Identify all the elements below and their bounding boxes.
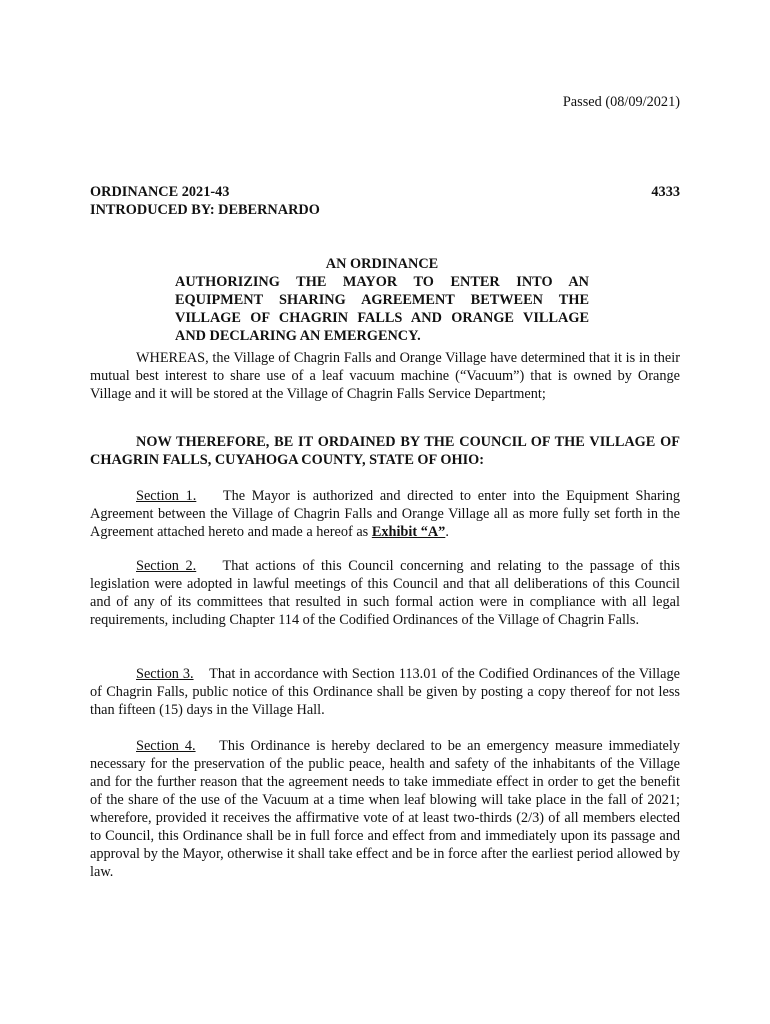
section-label: Section 3. bbox=[136, 666, 194, 682]
section-4 bbox=[90, 737, 680, 881]
passed-date: Passed (08/09/2021) bbox=[562, 94, 680, 110]
section-label: Section 1. bbox=[136, 488, 197, 504]
section-paragraph bbox=[90, 487, 680, 541]
title-line: AUTHORIZING THE MAYOR TO ENTER INTO AN bbox=[175, 274, 589, 290]
ordinance-number-label: ORDINANCE 2021-43 bbox=[90, 184, 230, 200]
section-paragraph bbox=[90, 665, 680, 719]
now-therefore-text: NOW THEREFORE, BE IT ORDAINED BY THE COUNCIL OF THE VILLAGE OF CHAGRIN FALLS, CUYAHOGA COUNTY, STATE OF OHIO: bbox=[90, 434, 680, 468]
section-paragraph bbox=[90, 737, 680, 881]
section-paragraph bbox=[90, 557, 680, 629]
ordinance-title bbox=[175, 255, 589, 345]
exhibit-link: Exhibit “A” bbox=[371, 524, 446, 540]
title-line: AN ORDINANCE bbox=[325, 256, 439, 272]
now-therefore-clause bbox=[90, 433, 680, 469]
section-tail: . bbox=[445, 524, 449, 540]
section-3 bbox=[90, 665, 680, 719]
ordinance-header bbox=[90, 183, 320, 219]
section-label: Section 2. bbox=[136, 558, 197, 574]
section-text: That in accordance with Section 113.01 of the Codified Ordinances of the Village of Chagrin Falls, public notice of this Ordinance shall be given by posting a copy thereof for not less than fifteen (15) days in the Village Hall. bbox=[90, 666, 680, 718]
whereas-text: WHEREAS, the Village of Chagrin Falls and Orange Village have determined that it is in their mutual best interest to share use of a leaf vacuum machine (“Vacuum”) that is owned by Orange Village and it will be stored at the Village of Chagrin Falls Service Department; bbox=[90, 350, 680, 402]
section-1 bbox=[90, 487, 680, 541]
title-line: AND DECLARING AN EMERGENCY. bbox=[175, 328, 421, 344]
introduced-by: INTRODUCED BY: DEBERNARDO bbox=[90, 202, 320, 218]
section-text: That actions of this Council concerning and relating to the passage of this legislation were adopted in lawful meetings of this Council and that all deliberations of this Council and of any of its committees that resulted in such formal action were in compliance with all legal requirements, including Chapter 114 of the Codified Ordinances of the Village of Chagrin Falls. bbox=[90, 558, 680, 628]
whereas-clause bbox=[90, 349, 680, 403]
title-line: VILLAGE OF CHAGRIN FALLS AND ORANGE VILLAGE bbox=[175, 310, 589, 326]
section-label: Section 4. bbox=[136, 738, 196, 754]
title-line: EQUIPMENT SHARING AGREEMENT BETWEEN THE bbox=[175, 292, 589, 308]
section-text: The Mayor is authorized and directed to enter into the Equipment Sharing Agreement between the Village of Chagrin Falls and Orange Village all as more fully set forth in the Agreement attached hereto and made a hereof as bbox=[90, 488, 681, 540]
section-text: This Ordinance is hereby declared to be an emergency measure immediately necessary for the preservation of the public peace, health and safety of the inhabitants of the Village and for the further reason that the agreement needs to take immediate effect in order to get the benefit of the share of the use of the Vacuum at a time when leaf blowing will take place in the fall of 2021; wherefore, provided it receives the affirmative vote of at least two-thirds (2/3) of all members elected to Council, this Ordinance shall be in full force and effect from and immediately upon its passage and approval by the Mayor, otherwise it shall take effect and be in force after the earliest period allowed by law. bbox=[90, 738, 681, 880]
section-2 bbox=[90, 557, 680, 629]
document-number: 4333 bbox=[651, 184, 680, 200]
